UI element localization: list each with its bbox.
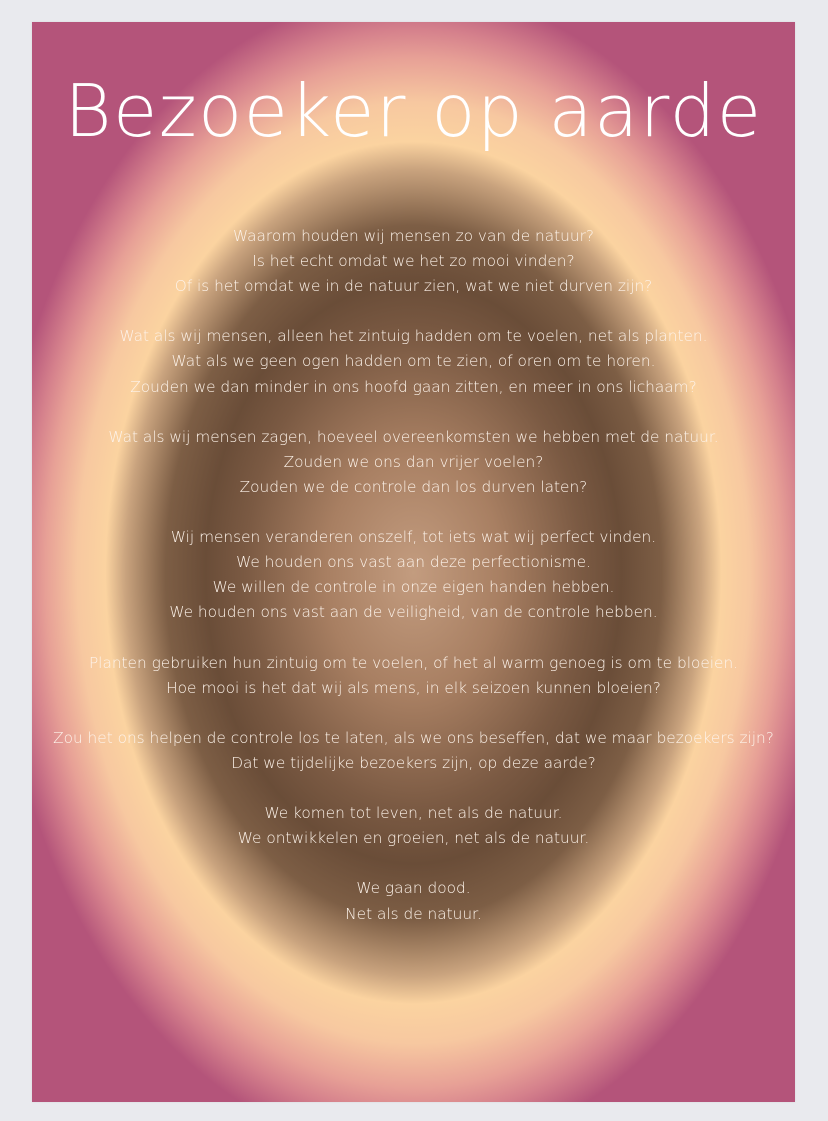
stanza-8 xyxy=(32,876,795,926)
poem-line: Planten gebruiken hun zintuig om te voelen, of het al warm genoeg is om te bloeien. xyxy=(88,653,739,672)
poem-body xyxy=(32,224,795,952)
stanza-2 xyxy=(32,324,795,399)
poem-line: We houden ons vast aan de veiligheid, van de controle hebben. xyxy=(169,603,658,622)
poem-line: Wat als we geen ogen hadden om te zien, of oren om te horen. xyxy=(171,352,656,371)
poem-line: Wat als wij mensen zagen, hoeveel overeenkomsten we hebben met de natuur. xyxy=(108,427,719,446)
poem-line: Zouden we ons dan vrijer voelen? xyxy=(283,452,544,471)
poem-line: We gaan dood. xyxy=(356,879,471,898)
stanza-7 xyxy=(32,801,795,851)
poem-line: Zouden we de controle dan los durven laten? xyxy=(239,477,588,496)
poem-line: Hoe mooi is het dat wij als mens, in elk seizoen kunnen bloeien? xyxy=(166,678,661,697)
stanza-6 xyxy=(32,726,795,776)
poem-line: Zouden we dan minder in ons hoofd gaan zitten, en meer in ons lichaam? xyxy=(130,377,697,396)
poem-line: We komen tot leven, net als de natuur. xyxy=(264,804,563,823)
poem-line: We houden ons vast aan deze perfectionisme. xyxy=(236,553,591,572)
poem-line: Wat als wij mensen, alleen het zintuig hadden om te voelen, net als planten. xyxy=(119,327,708,346)
poem-line: Dat we tijdelijke bezoekers zijn, op deze aarde? xyxy=(231,753,596,772)
poem-line: Waarom houden wij mensen zo van de natuur? xyxy=(232,227,595,245)
stanza-5 xyxy=(32,651,795,701)
poem-line: We ontwikkelen en groeien, net als de natuur. xyxy=(237,829,590,848)
poem-title: Bezoeker op aarde xyxy=(64,69,763,153)
poem-line: We willen de controle in onze eigen handen hebben. xyxy=(212,578,615,597)
stanza-3 xyxy=(32,425,795,500)
stanza-1 xyxy=(32,224,795,299)
poem-line: Net als de natuur. xyxy=(345,904,482,923)
poem-line: Zou het ons helpen de controle los te laten, als we ons beseffen, dat we maar bezoekers zijn? xyxy=(53,728,774,747)
poem-line: Is het echt omdat we het zo mooi vinden? xyxy=(252,252,575,271)
poster-page xyxy=(32,22,795,1102)
stanza-4 xyxy=(32,525,795,625)
poem-line: Wij mensen veranderen onszelf, tot iets wat wij perfect vinden. xyxy=(170,528,657,547)
poem-line: Of is het omdat we in de natuur zien, wat we niet durven zijn? xyxy=(174,277,653,296)
